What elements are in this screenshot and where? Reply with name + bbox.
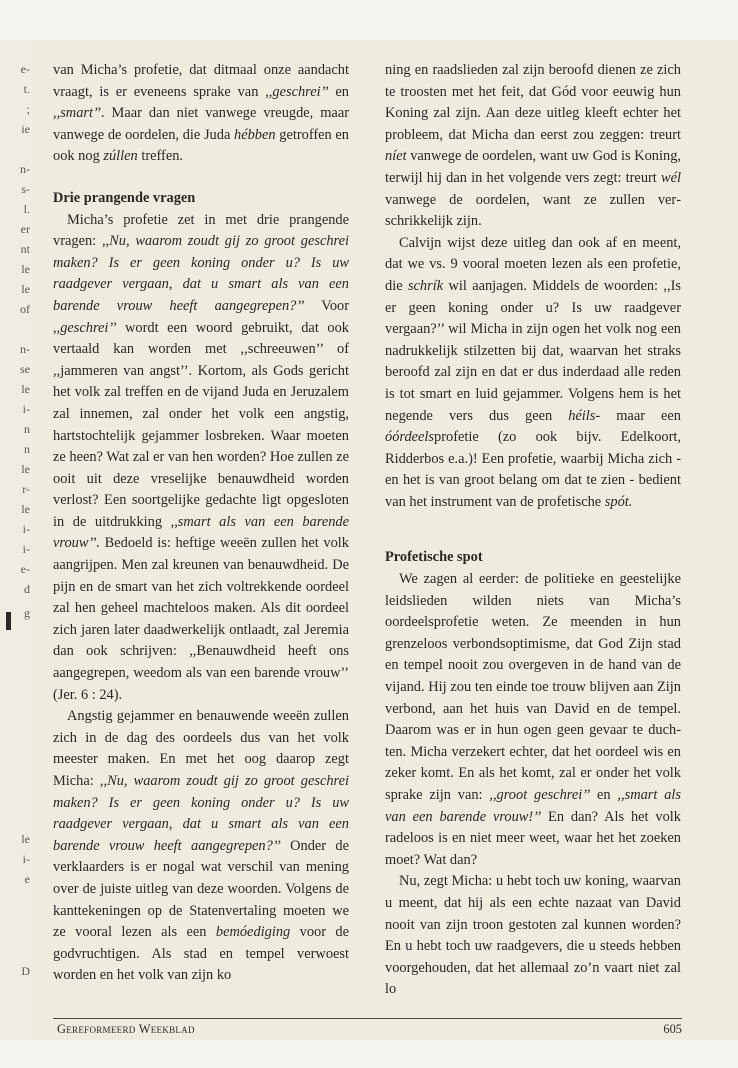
footer-rule bbox=[53, 1018, 682, 1019]
italic-run: héils- bbox=[568, 407, 601, 424]
text-column-right bbox=[385, 60, 681, 1001]
text-run: We zagen al eerder: de politieke en geestelijke leidslieden wilden niets van Micha’s oordeelsprofetie weten. Ze meenden in hun grenzeloos verbondsoptimisme, dat God Zijn stad en tempel nooit zou overgeven in de hand van de vijand. Hij zou ten einde toe trouw blijven aan Zijn verbond, aan het huis van David en de tempel. Daarom was er in hun ogen geen gevaar te duchten. Micha verzekert echter, dat het oordeel wis en zeker komt. En als het komt, zal er onder het volk sprake zijn van: bbox=[385, 571, 681, 803]
paragraph-continued bbox=[385, 60, 681, 233]
italic-run: zúllen bbox=[103, 148, 138, 165]
paragraph bbox=[53, 210, 349, 707]
italic-run: ,,Nu, waarom zoudt gij zo groot geschrei maken? Is er geen koning onder u? Is uw raadgever vergaan, dat u smart als van een barende vrouw heeft aangegrepen?’’ bbox=[53, 233, 349, 314]
text-run: Calvijn wijst deze uitleg dan ook af en meent, dat we vs. 9 vooral moeten lezen als een profetie, die bbox=[385, 234, 681, 294]
text-column-left bbox=[53, 60, 349, 987]
text-run: Bedoeld is: heftige weeën zullen het volk aangrijpen. Men zal kreunen van benauwdheid. De pijn en de smart van het zich voltrekkende oordeel zal hen geheel machteloos maken. Als dit oordeel zich jaren later daadwerkelijk ontlaadt, zal Jeremia dan ook schrijven: ,,Benauwdheid heeft ons aangegrepen, weedom als van een barende vrouw’’ (Jer. 6 : 24). bbox=[53, 535, 349, 703]
gutter-text-fragment: n- bbox=[20, 342, 30, 356]
text-run: Angstig gejammer en benauwende weeën zullen zich in de dag des oordeels dus van het volk meester maken. En met het oog daarop zegt Micha: bbox=[53, 708, 349, 789]
text-run: . Maar dan niet vanwege vreugde, maar vanwege de oordelen, die Juda bbox=[53, 105, 349, 143]
italic-run: ,,smart als van een barende vrouw’’. bbox=[53, 513, 349, 552]
text-run: voor de godvruchtigen. Als stad en tempel verwoest worden en het volk van zijn ko bbox=[53, 924, 350, 984]
text-run: van Micha’s profetie, dat ditmaal onze aandacht vraagt, is er eveneens sprake van bbox=[53, 62, 349, 100]
italic-run: bemóediging bbox=[215, 924, 291, 941]
text-run: wil aanjagen. Middels de woorden: ,,Is er geen koning onder u? Is uw raadgever vergaan?’’ wil Micha in zijn ogen het volk nog een nadrukkelijk stilzetten bij dat, waarvan het straks beroofd zal zijn en dat er dus inderdaad alle reden is tot smart en luid gejammer. Volgens hem is het negende vers dus geen bbox=[385, 277, 681, 424]
gutter-text-fragment: le bbox=[21, 502, 30, 516]
gutter-text-fragment: s- bbox=[21, 182, 30, 196]
gutter-text-fragment: i- bbox=[22, 522, 30, 536]
page-number: 605 bbox=[663, 1022, 682, 1036]
paragraph bbox=[385, 569, 681, 871]
gutter-text-fragment: e bbox=[24, 872, 30, 886]
gutter-text-fragment: e- bbox=[20, 562, 30, 576]
italic-run: níet bbox=[385, 148, 407, 165]
italic-run: ,,smart als van een barende vrouw!’’ bbox=[385, 787, 681, 825]
gutter-text-fragment: n bbox=[24, 442, 30, 456]
gutter-text-fragment: i- bbox=[22, 542, 30, 556]
text-run: en bbox=[590, 787, 618, 803]
gutter-text-fragment: le bbox=[21, 832, 30, 846]
previous-page-gutter bbox=[0, 40, 33, 1040]
text-run: getroffen en ook nog bbox=[53, 126, 349, 165]
text-run: maar een bbox=[600, 407, 681, 424]
gutter-text-fragment: g bbox=[24, 606, 30, 620]
gutter-text-fragment: ie bbox=[21, 122, 30, 136]
text-run: Voor bbox=[304, 297, 349, 314]
text-run: Onder de verklaarders is er nogal wat verschil van mening over de juiste uitleg van deze woorden. Volgens de kanttekeningen op de Statenvertaling moeten we ze vooral lezen als een bbox=[53, 837, 349, 941]
gutter-mark bbox=[6, 612, 11, 630]
gutter-text-fragment: le bbox=[21, 382, 30, 396]
footer-publication-title: Gereformeerd Weekblad bbox=[57, 1022, 195, 1036]
text-run: treffen. bbox=[137, 148, 184, 165]
gutter-text-fragment: n- bbox=[20, 162, 30, 176]
italic-run: schrík bbox=[407, 277, 444, 294]
paragraph-intro bbox=[53, 60, 349, 168]
italic-run: ,,geschrei’’ bbox=[265, 83, 329, 100]
text-run: Micha’s profetie zet in met drie prangende vragen: bbox=[53, 211, 349, 250]
text-run: vanwege de oordelen, want ze zullen verschrikkelijk zijn. bbox=[385, 191, 681, 230]
text-run: Nu, zegt Micha: u hebt toch uw koning, waarvan u meent, dat hij als een echte nazaat van David nooit van zijn troon gestoten zal kunnen worden? En u hebt toch uw raadgevers, die u steeds hebben voorgehouden, dat het allemaal zo’n vaart niet zal lo bbox=[385, 873, 681, 998]
gutter-text-fragment: r- bbox=[22, 482, 30, 496]
gutter-text-fragment: se bbox=[20, 362, 30, 376]
italic-run: óórdeels bbox=[385, 429, 435, 446]
italic-run: hébben bbox=[234, 126, 276, 143]
gutter-text-fragment: t. bbox=[23, 82, 30, 96]
text-run: vanwege de oordelen, want uw God is Koning, terwijl hij dan in het volgende vers zegt: treurt bbox=[385, 148, 681, 186]
gutter-text-fragment: of bbox=[20, 302, 30, 316]
gutter-text-fragment: nt bbox=[20, 242, 30, 256]
paragraph bbox=[385, 871, 681, 1001]
text-run: En dan? Als het volk radeloos is en niet meer weet, waar het het zoeken moet? Wat dan? bbox=[385, 808, 681, 868]
section-heading-drie-prangende-vragen: Drie prangende vragen bbox=[53, 189, 196, 206]
gutter-text-fragment: l. bbox=[23, 202, 30, 216]
gutter-text-fragment: n bbox=[24, 422, 30, 436]
italic-run: ,,geschrei’’ bbox=[53, 319, 117, 336]
paragraph bbox=[385, 233, 681, 514]
gutter-text-fragment: d bbox=[24, 582, 30, 596]
text-run: profetie (zo ook bijv. Edelkoort, Ridderbos e.a.)! Een profetie, waarbij Micha zich - en het is van groot belang om dat te zien - bedient van het instrument van de profetische bbox=[385, 429, 681, 510]
italic-run: spót. bbox=[604, 493, 633, 510]
gutter-text-fragment: D bbox=[21, 964, 30, 978]
text-run: en bbox=[328, 83, 349, 100]
gutter-text-fragment: ; bbox=[26, 102, 30, 116]
gutter-text-fragment: le bbox=[21, 282, 30, 296]
italic-run: ,,groot geschrei’’ bbox=[489, 787, 591, 803]
gutter-text-fragment: er bbox=[20, 222, 30, 236]
text-run: ning en raadslieden zal zijn beroofd dienen ze zich te troosten met het feit, dat Gód voor eeuwig hun Koning zal zijn. Aan deze uitleg kleeft echter het probleem, dat Micha dan eerst zou zeggen: treurt bbox=[385, 62, 681, 143]
section-heading-profetische-spot: Profetische spot bbox=[385, 549, 483, 566]
text-run: wordt een woord gebruikt, dat ook vertaald kan worden met ,,schreeuwen’’ of ,,jammeren van angst’’. Kortom, als Gods gericht het volk zal treffen en de vijand Juda en Jeruzalem zal innemen, zal onder het volk een angstig, hartstochtelijk gejammer losbreken. Waar moeten ze heen? Wat zal er van hen worden? Hoe zullen ze ooit uit deze vreselijke benauwdheid worden verlost? Een soortgelijke gedachte ligt opgesloten in de uitdrukking bbox=[53, 319, 349, 530]
gutter-text-fragment: e- bbox=[20, 62, 30, 76]
gutter-text-fragment: i- bbox=[22, 402, 30, 416]
paragraph bbox=[53, 706, 349, 987]
gutter-text-fragment: le bbox=[21, 462, 30, 476]
gutter-text-fragment: le bbox=[21, 262, 30, 276]
italic-run: wél bbox=[661, 169, 681, 186]
italic-run: ,,Nu, waarom zoudt gij zo groot geschrei maken? Is er geen koning onder u? Is uw raadgever vergaan, dat u smart als van een barende vrouw heeft aangegrepen?’’ bbox=[53, 773, 349, 854]
gutter-text-fragment: i- bbox=[22, 852, 30, 866]
italic-run: ,,smart’’ bbox=[53, 105, 101, 122]
